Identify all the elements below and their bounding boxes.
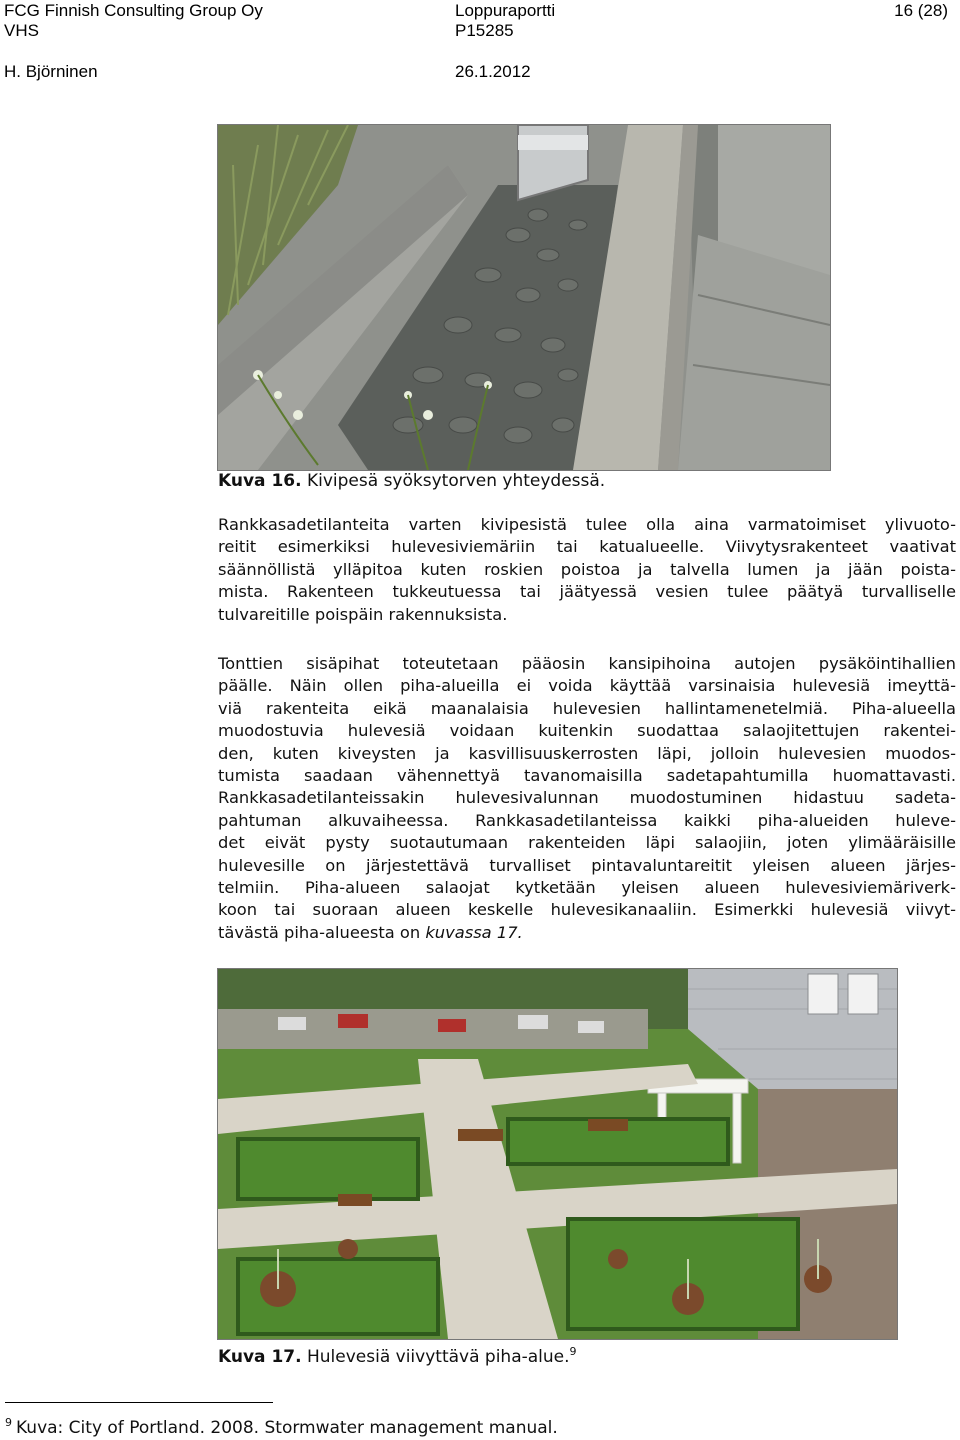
figure-17-caption [218,1341,577,1368]
figure-17-caption-text: Hulevesiä viivyttävä piha-alue. [306,1347,570,1367]
text-line-last-prefix: tävästä piha-alueesta on [218,922,426,942]
figure-17-label: Kuva 17. [218,1347,302,1367]
footnote-text: Kuva: City of Portland. 2008. Stormwater management manual. [16,1418,558,1438]
header-unit: VHS [4,21,39,40]
text-line: säännöllistä ylläpitoa kuten roskien poistoa ja talvella lumen ja jään poista- [218,559,956,579]
header-project-number: P15285 [455,21,514,40]
paragraph-overflow-routes [218,514,956,626]
text-line-last [218,922,956,944]
figure-16-photo [217,124,831,471]
text-line: muodostuvia hulevesiä voidaan kuitenkin suodattaa salaojitettujen rakentei- [218,721,956,741]
header-company: FCG Finnish Consulting Group Oy [4,1,263,20]
paragraph-courtyards [218,653,956,944]
text-line: koon tai suoraan alueen keskelle hulevesikanaaliin. Esimerkki hulevesiä viivyt- [218,900,956,920]
text-line: tumista saadaan vähennettyä tavanomaisilla sadetapahtumilla huomattavasti. [218,766,956,786]
header-author: H. Björninen [4,62,98,81]
text-line: det eivät pysty suotautumaan rakenteiden läpi salaojiin, joten ylimääräisille [218,833,956,853]
text-line: Tonttien sisäpihat toteutetaan pääosin kansipihoina autojen pysäköintihallien [218,654,956,673]
text-line: Rankkasadetilanteita varten kivipesistä tulee olla aina varmatoimiset ylivuoto- [218,515,956,534]
figure-16-label: Kuva 16. [218,471,302,491]
figure-17-photo [217,968,898,1340]
text-line: päälle. Näin ollen piha-alueilla ei voida käyttää varsinaisia hulevesiä imeyttä- [218,676,956,696]
text-line: reitit esimerkiksi hulevesiviemäriin tai katualueelle. Viivytysrakenteet vaativat [218,537,956,557]
text-line: tulvareitille poispäin rakennuksista. [218,604,508,624]
pebble-bed-illustration [218,125,830,470]
figure-16-caption-text: Kivipesä syöksytorven yhteydessä. [306,471,606,491]
text-line: pahtuman alkuvaiheessa. Rankkasadetilanteissa kaikki piha-alueiden huleve- [218,810,956,830]
figure-16-caption [218,471,605,492]
text-line: den, kuten kiveysten ja kasvillisuuskerrosten läpi, jolloin hulevesien muodos- [218,743,956,763]
text-line: hulevesille on järjestettävä turvalliset pintavaluntareitit yleisen alueen järjes- [218,855,956,875]
text-line: telmiin. Piha-alueen salaojat kytketään yleisen alueen hulevesiviemäriverk- [218,878,956,898]
footnote-number: 9 [5,1416,12,1429]
header-doc-title: Loppuraportti [455,1,556,20]
footnote-separator [5,1402,273,1403]
text-line: mista. Rakenteen tukkeutuessa tai jäätyessä vesien tulee päätyä turvalliselle [218,582,956,602]
footnote-reference: 9 [569,1345,577,1358]
header-date: 26.1.2012 [455,62,531,81]
figure-17-reference: kuvassa 17. [425,922,523,942]
text-line: viä rakenteita eikä maanalaisia hulevesien hallintamenetelmiä. Piha-alueella [218,698,956,718]
header-page-number: 16 (28) [894,1,948,20]
courtyard-illustration [218,969,897,1339]
text-line: Rankkasadetilanteissakin hulevesivalunnan muodostuminen hidastuu sadeta- [218,788,956,808]
footnote [5,1412,558,1439]
